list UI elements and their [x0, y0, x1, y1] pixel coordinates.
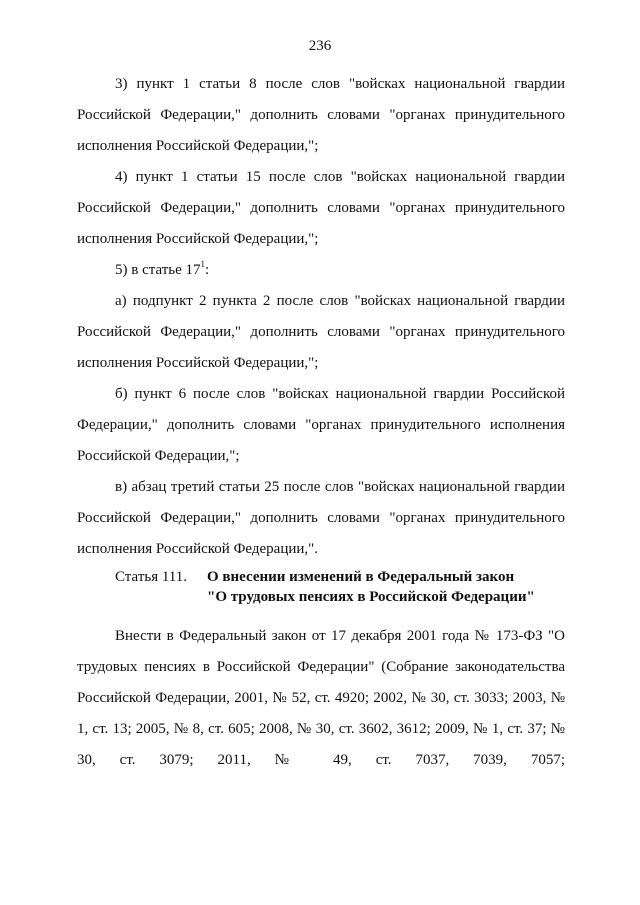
article-heading — [77, 567, 565, 607]
subparagraph-v: в) абзац третий статьи 25 после слов "войсках национальной гвардии Российской Федерации," дополнить словами "органах принудительного исполнения Российской Федерации,". — [77, 479, 565, 557]
article-body-paragraph: Внести в Федеральный закон от 17 декабря 2001 года № 173-ФЗ "О трудовых пенсиях в Российской Федерации" (Собрание законодательства Российской Федерации, 2001, № 52, ст. 4920; 2002, № 30, ст. 3033; 2003, № 1, ст. 13; 2005, № 8, ст. 605; 2008, № 30, ст. 3602, 3612; 2009, № 1, ст. 37; № 30, ст. 3079; 2011, № 49, ст. 7037, 7039, 7057; — [77, 628, 565, 768]
paragraph-item-3: 3) пункт 1 статьи 8 после слов "войсках национальной гвардии Российской Федерации," дополнить словами "органах принудительного исполнения Российской Федерации,"; — [77, 76, 565, 154]
subparagraph-a: а) подпункт 2 пункта 2 после слов "войсках национальной гвардии Российской Федерации," дополнить словами "органах принудительного исполнения Российской Федерации,"; — [77, 293, 565, 371]
page-number: 236 — [308, 38, 332, 54]
paragraph-item-4: 4) пункт 1 статьи 15 после слов "войсках национальной гвардии Российской Федерации," дополнить словами "органах принудительного исполнения Российской Федерации,"; — [77, 169, 565, 247]
article-title — [207, 567, 535, 607]
article-label: Статья 111. — [115, 569, 187, 585]
superscript-marker: 1 — [200, 259, 206, 269]
article-title-line-2: "О трудовых пенсиях в Российской Федерации" — [207, 589, 535, 605]
paragraph-item-5-colon: : — [205, 262, 210, 278]
paragraph-item-5-text: 5) в статье 17 — [115, 262, 201, 278]
article-title-line-1: О внесении изменений в Федеральный закон — [207, 569, 515, 585]
subparagraph-b: б) пункт 6 после слов "войсках национальной гвардии Российской Федерации," дополнить словами "органах принудительного исполнения Российской Федерации,"; — [77, 386, 565, 464]
document-body — [77, 69, 565, 776]
paragraph-item-5 — [77, 255, 565, 286]
